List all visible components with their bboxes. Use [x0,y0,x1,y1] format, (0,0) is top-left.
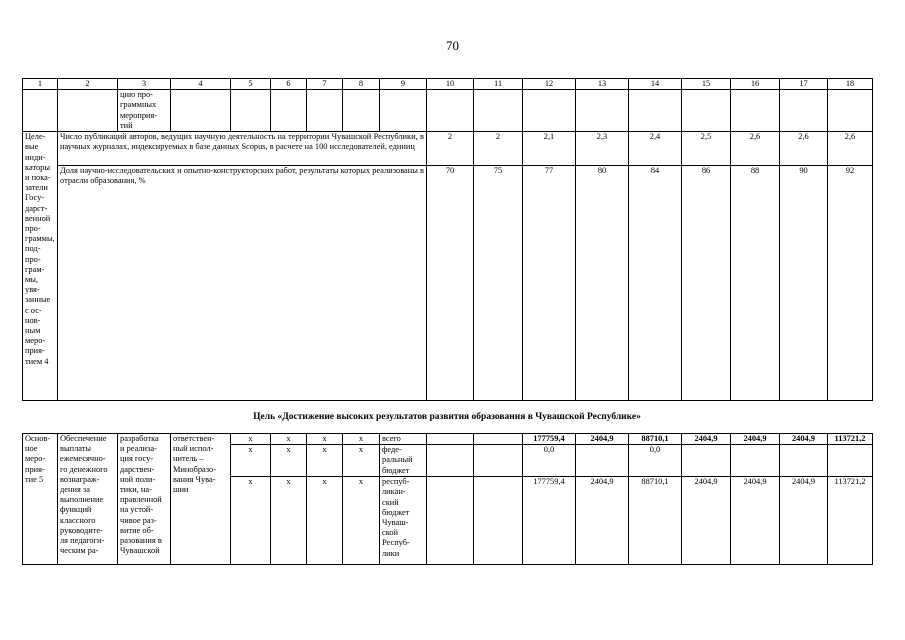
indicator-value [523,132,576,166]
column-number [271,79,307,90]
empty-cell [474,445,523,477]
measure-goal-line: на устой- [120,505,154,515]
budget-code [307,434,343,445]
column-number [307,79,343,90]
measure-goal-line: витие об- [120,525,154,535]
measure-label-line: меро- [25,454,46,464]
funding-value [731,434,780,445]
funding-value [629,445,682,477]
funding-value [523,434,576,445]
indicators-label-line: инди- [25,152,46,162]
indicator-value [523,166,576,401]
continuation-cell [682,90,731,132]
measure-table [22,433,873,565]
column-number-label: 10 [445,79,455,88]
measure-name-line: ля педагоги- [60,536,105,546]
indicator-value-text: 2 [495,132,501,142]
column-number-label: 1 [37,79,43,88]
funding-value-text: 88710,1 [641,434,669,443]
indicator-value-text: 2,6 [749,132,761,142]
funding-value-text: 0,0 [649,445,661,455]
column-number-label: 9 [400,79,406,88]
indicators-label-line: Целе- [25,132,46,142]
empty-cell [427,445,474,477]
column-number-label: 15 [701,79,711,88]
indicators-label-line: про- [25,254,41,264]
indicator-value [682,166,731,401]
funding-value [828,434,873,445]
budget-code [343,445,380,477]
column-number-label: 4 [198,79,203,88]
budget-code-text: x [322,434,327,443]
measure-name-line: го денежного [60,464,108,474]
indicator-value-text: 2 [447,132,453,142]
funding-value-text: 2404,9 [590,434,614,443]
funding-value [576,434,629,445]
funding-value-text: 177759,4 [533,477,565,487]
measure-label [23,434,58,565]
indicator-value-text: 2,5 [700,132,712,142]
funding-source [380,477,427,565]
measure-label-line: тие 5 [25,474,44,484]
budget-code [307,445,343,477]
funding-value [682,445,731,477]
funding-source-line: бюджет [382,507,410,517]
indicator-value [731,132,780,166]
continuation-cell [343,90,380,132]
continuation-text-line: граммных [120,100,157,110]
indicators-label-line: про- [25,224,41,234]
empty-cell [427,434,474,445]
funding-value-text: 177759,4 [533,434,565,443]
empty-cell [474,477,523,565]
indicator-value-text: 84 [650,166,660,176]
indicators-label-line: меро- [25,336,46,346]
page-number: 70 [446,38,459,53]
funding-source-line: ский [382,497,399,507]
indicators-label-line: под- [25,244,41,254]
measure-name-line: выплаты [60,444,92,454]
indicator-value [828,166,873,401]
column-number-label: 18 [845,79,855,88]
indicator-value [828,132,873,166]
column-number [171,79,231,90]
indicators-label [23,132,58,401]
funding-value [682,434,731,445]
column-number [780,79,828,90]
budget-code [231,434,271,445]
column-numbers-row [23,79,873,90]
funding-source-line: бюджет [382,465,410,475]
funding-value-text: 2404,9 [694,477,718,487]
indicators-label-line: Госу- [25,193,45,203]
column-number-label: 11 [493,79,503,88]
funding-value [523,445,576,477]
funding-value [828,477,873,565]
indicator-value-text: 92 [845,166,855,176]
measure-name-line: ческим ра- [60,546,99,556]
indicators-label-line: прия- [25,346,45,356]
measure-name-line: Обеспечение [60,434,107,443]
goal-title: Цель «Достижение высоких результатов развития образования в Чувашской Республике» [253,412,641,422]
funding-source-line: ральный [382,455,413,465]
continuation-cell [576,90,629,132]
continuation-cell [231,90,271,132]
funding-source [380,434,427,445]
funding-value [731,477,780,565]
measure-name-line: вознаграж- [60,474,100,484]
budget-code-text: x [286,477,291,487]
continuation-cell [58,90,118,132]
funding-source-line: Респуб- [382,538,410,548]
indicators-label-line: дарст- [25,203,48,213]
column-number [828,79,873,90]
measure-row [23,434,873,445]
indicator-value [780,132,828,166]
column-number-label: 13 [597,79,607,88]
indicator-name [58,166,427,401]
funding-value-text: 88710,1 [641,477,669,487]
funding-source-line: ской [382,528,399,538]
indicator-value [731,166,780,401]
funding-value [629,477,682,565]
measure-goal [118,434,171,565]
funding-value-text: 2404,9 [743,434,767,443]
budget-code [231,477,271,565]
indicator-row [23,166,873,401]
funding-value-text: 0,0 [543,445,555,455]
funding-value-text: 113721,2 [834,434,866,443]
budget-code-text: x [248,434,253,443]
budget-code-text: x [322,477,327,487]
budget-code-text: x [286,445,291,455]
funding-value [682,477,731,565]
measure-goal-line: правленной [120,495,162,505]
measure-label-line: прия- [25,464,45,474]
funding-value-text: 2404,9 [791,477,816,487]
funding-value-text: 2404,9 [694,434,718,443]
measure-goal-line: дарствен- [120,464,155,474]
indicator-value-text: 80 [597,166,607,176]
column-number [576,79,629,90]
column-number [731,79,780,90]
indicators-label-line: тием 4 [25,356,49,366]
column-number-label: 5 [248,79,253,88]
column-number [629,79,682,90]
measure-executor-line: ответствен- [173,434,215,443]
continuation-text-line: мероприя- [120,110,158,120]
funding-source [380,445,427,477]
indicator-value [682,132,731,166]
indicators-label-line: вые [25,142,39,152]
indicator-value-text: 88 [750,166,760,176]
funding-value-text: 113721,2 [834,477,866,487]
indicator-value-text: 70 [445,166,455,176]
continuation-text-line: цию про- [120,90,153,100]
empty-cell [427,477,474,565]
measure-goal-line: и реализа- [120,444,157,454]
indicators-label-line: каторы [25,162,50,172]
column-number [474,79,523,90]
continuation-cell [780,90,828,132]
indicators-label-line: венной [25,213,51,223]
column-number [23,79,58,90]
continuation-cell [307,90,343,132]
column-number-label: 17 [799,79,808,88]
continuation-cell [523,90,576,132]
column-number [231,79,271,90]
funding-source-line: лики [382,548,400,558]
indicator-value-text: 75 [493,166,503,176]
column-number-label: 7 [322,79,327,88]
continuation-cell [731,90,780,132]
continuation-cell [828,90,873,132]
continuation-cell [118,90,171,132]
indicators-label-line: мы, [25,275,39,285]
column-number-label: 2 [85,79,90,88]
budget-code-text: x [358,434,364,443]
budget-code-text: x [322,445,327,455]
measure-executor [171,434,231,565]
indicator-value [780,166,828,401]
indicator-name-text: Число публикаций авторов, ведущих научную деятельность на территории Чувашской Республики, в научных журналах, индексируемых в базе данных Scopus, в расчете на 100 исследователей, единиц [60,132,424,152]
continuation-cell [427,90,474,132]
column-number-label: 6 [286,79,291,88]
column-number-label: 12 [544,79,554,88]
indicator-value-text: 2,3 [596,132,608,142]
measure-goal-line: тики, на- [120,485,152,495]
budget-code-text: x [358,477,364,487]
indicator-value [474,166,523,401]
indicators-label-line: нов- [25,315,41,325]
measure-name-line: руководите- [60,525,103,535]
indicators-label-line: затели [25,183,48,193]
continuation-cell [171,90,231,132]
budget-code-text: x [248,477,253,487]
budget-code-text: x [248,445,253,455]
funding-value-text: 2404,9 [743,477,767,487]
indicator-value [427,132,474,166]
indicator-value-text: 2,4 [649,132,661,142]
budget-code-text: x [358,445,364,455]
indicator-name [58,132,427,166]
funding-value [731,445,780,477]
funding-value [576,445,629,477]
measure-name-line: функций [60,505,92,515]
indicators-label-line: грам- [25,264,45,274]
indicator-value-text: 86 [701,166,711,176]
continuation-cell [629,90,682,132]
funding-value [780,445,828,477]
funding-value-text: 2404,9 [590,477,614,487]
budget-code [307,477,343,565]
continuation-cell [474,90,523,132]
funding-value [629,434,682,445]
funding-source-line: Чуваш- [382,518,409,528]
measure-name [58,434,118,565]
measure-goal-line: чивое раз- [120,515,157,525]
indicator-value [576,132,629,166]
budget-code-text: x [286,434,291,443]
indicator-value-text: 2,6 [798,132,809,142]
indicators-label-line: граммы, [25,234,55,244]
budget-code [231,445,271,477]
budget-code [271,477,307,565]
continuation-row [23,90,873,132]
indicator-row [23,132,873,166]
indicator-value-text: 2,6 [844,132,856,142]
measure-executor-line: Минобразо- [173,464,216,474]
continuation-text-line: тий [120,120,133,130]
measure-executor-line: шии [173,485,189,495]
column-number-label: 14 [650,79,660,88]
column-number [118,79,171,90]
measure-name-line: дения за [60,485,90,495]
funding-value [780,477,828,565]
column-number [343,79,380,90]
measure-label-line: Основ- [25,434,51,443]
indicator-value [427,166,474,401]
indicators-label-line: ным [25,326,41,336]
budget-code [271,434,307,445]
column-number [58,79,118,90]
measure-goal-line: ция госу- [120,454,154,464]
column-number-label: 16 [750,79,760,88]
indicator-value-text: 77 [544,166,554,176]
indicator-value-text: 90 [799,166,808,176]
funding-source-line: респуб- [382,477,410,487]
indicators-label-line: с ос- [25,305,42,315]
column-number [427,79,474,90]
funding-value [523,477,576,565]
column-number [380,79,427,90]
funding-value [576,477,629,565]
indicators-label-line: увя- [25,285,40,295]
continuation-cell [23,90,58,132]
measure-goal-line: Чувашской [120,546,160,556]
measure-executor-line: вания Чува- [173,474,216,484]
measure-label-line: ное [25,444,38,454]
measure-name-line: ежемесячно- [60,454,106,464]
funding-value-text: 2404,9 [791,434,816,443]
column-number-label: 8 [358,79,364,88]
measure-name-line: классного [60,515,96,525]
measure-goal-line: разования в [120,536,162,546]
column-number-label: 3 [141,79,147,88]
funding-value [780,434,828,445]
indicators-table [22,78,873,401]
measure-goal-line: разработка [120,434,159,443]
funding-source-line: всего [382,434,401,443]
funding-source-line: ликан- [382,487,406,497]
empty-cell [474,434,523,445]
indicator-value-text: 2,1 [543,132,555,142]
indicator-value [629,166,682,401]
continuation-cell [380,90,427,132]
indicators-label-line: занные [25,295,51,305]
indicator-value [576,166,629,401]
indicator-value [629,132,682,166]
measure-name-line: выполнение [60,495,104,505]
indicator-name-text: Доля научно-исследовательских и опытно-конструкторских работ, результаты которых реализованы в отрасли образования, % [60,166,424,186]
funding-value [828,445,873,477]
measure-executor-line: ный испол- [173,444,214,454]
measure-goal-line: ной поли- [120,474,156,484]
budget-code [271,445,307,477]
column-number [682,79,731,90]
column-number [523,79,576,90]
budget-code [343,434,380,445]
indicator-value [474,132,523,166]
funding-source-line: феде- [382,445,402,455]
continuation-cell [271,90,307,132]
indicators-label-line: и пока- [25,173,51,183]
budget-code [343,477,380,565]
measure-executor-line: нитель – [173,454,204,464]
